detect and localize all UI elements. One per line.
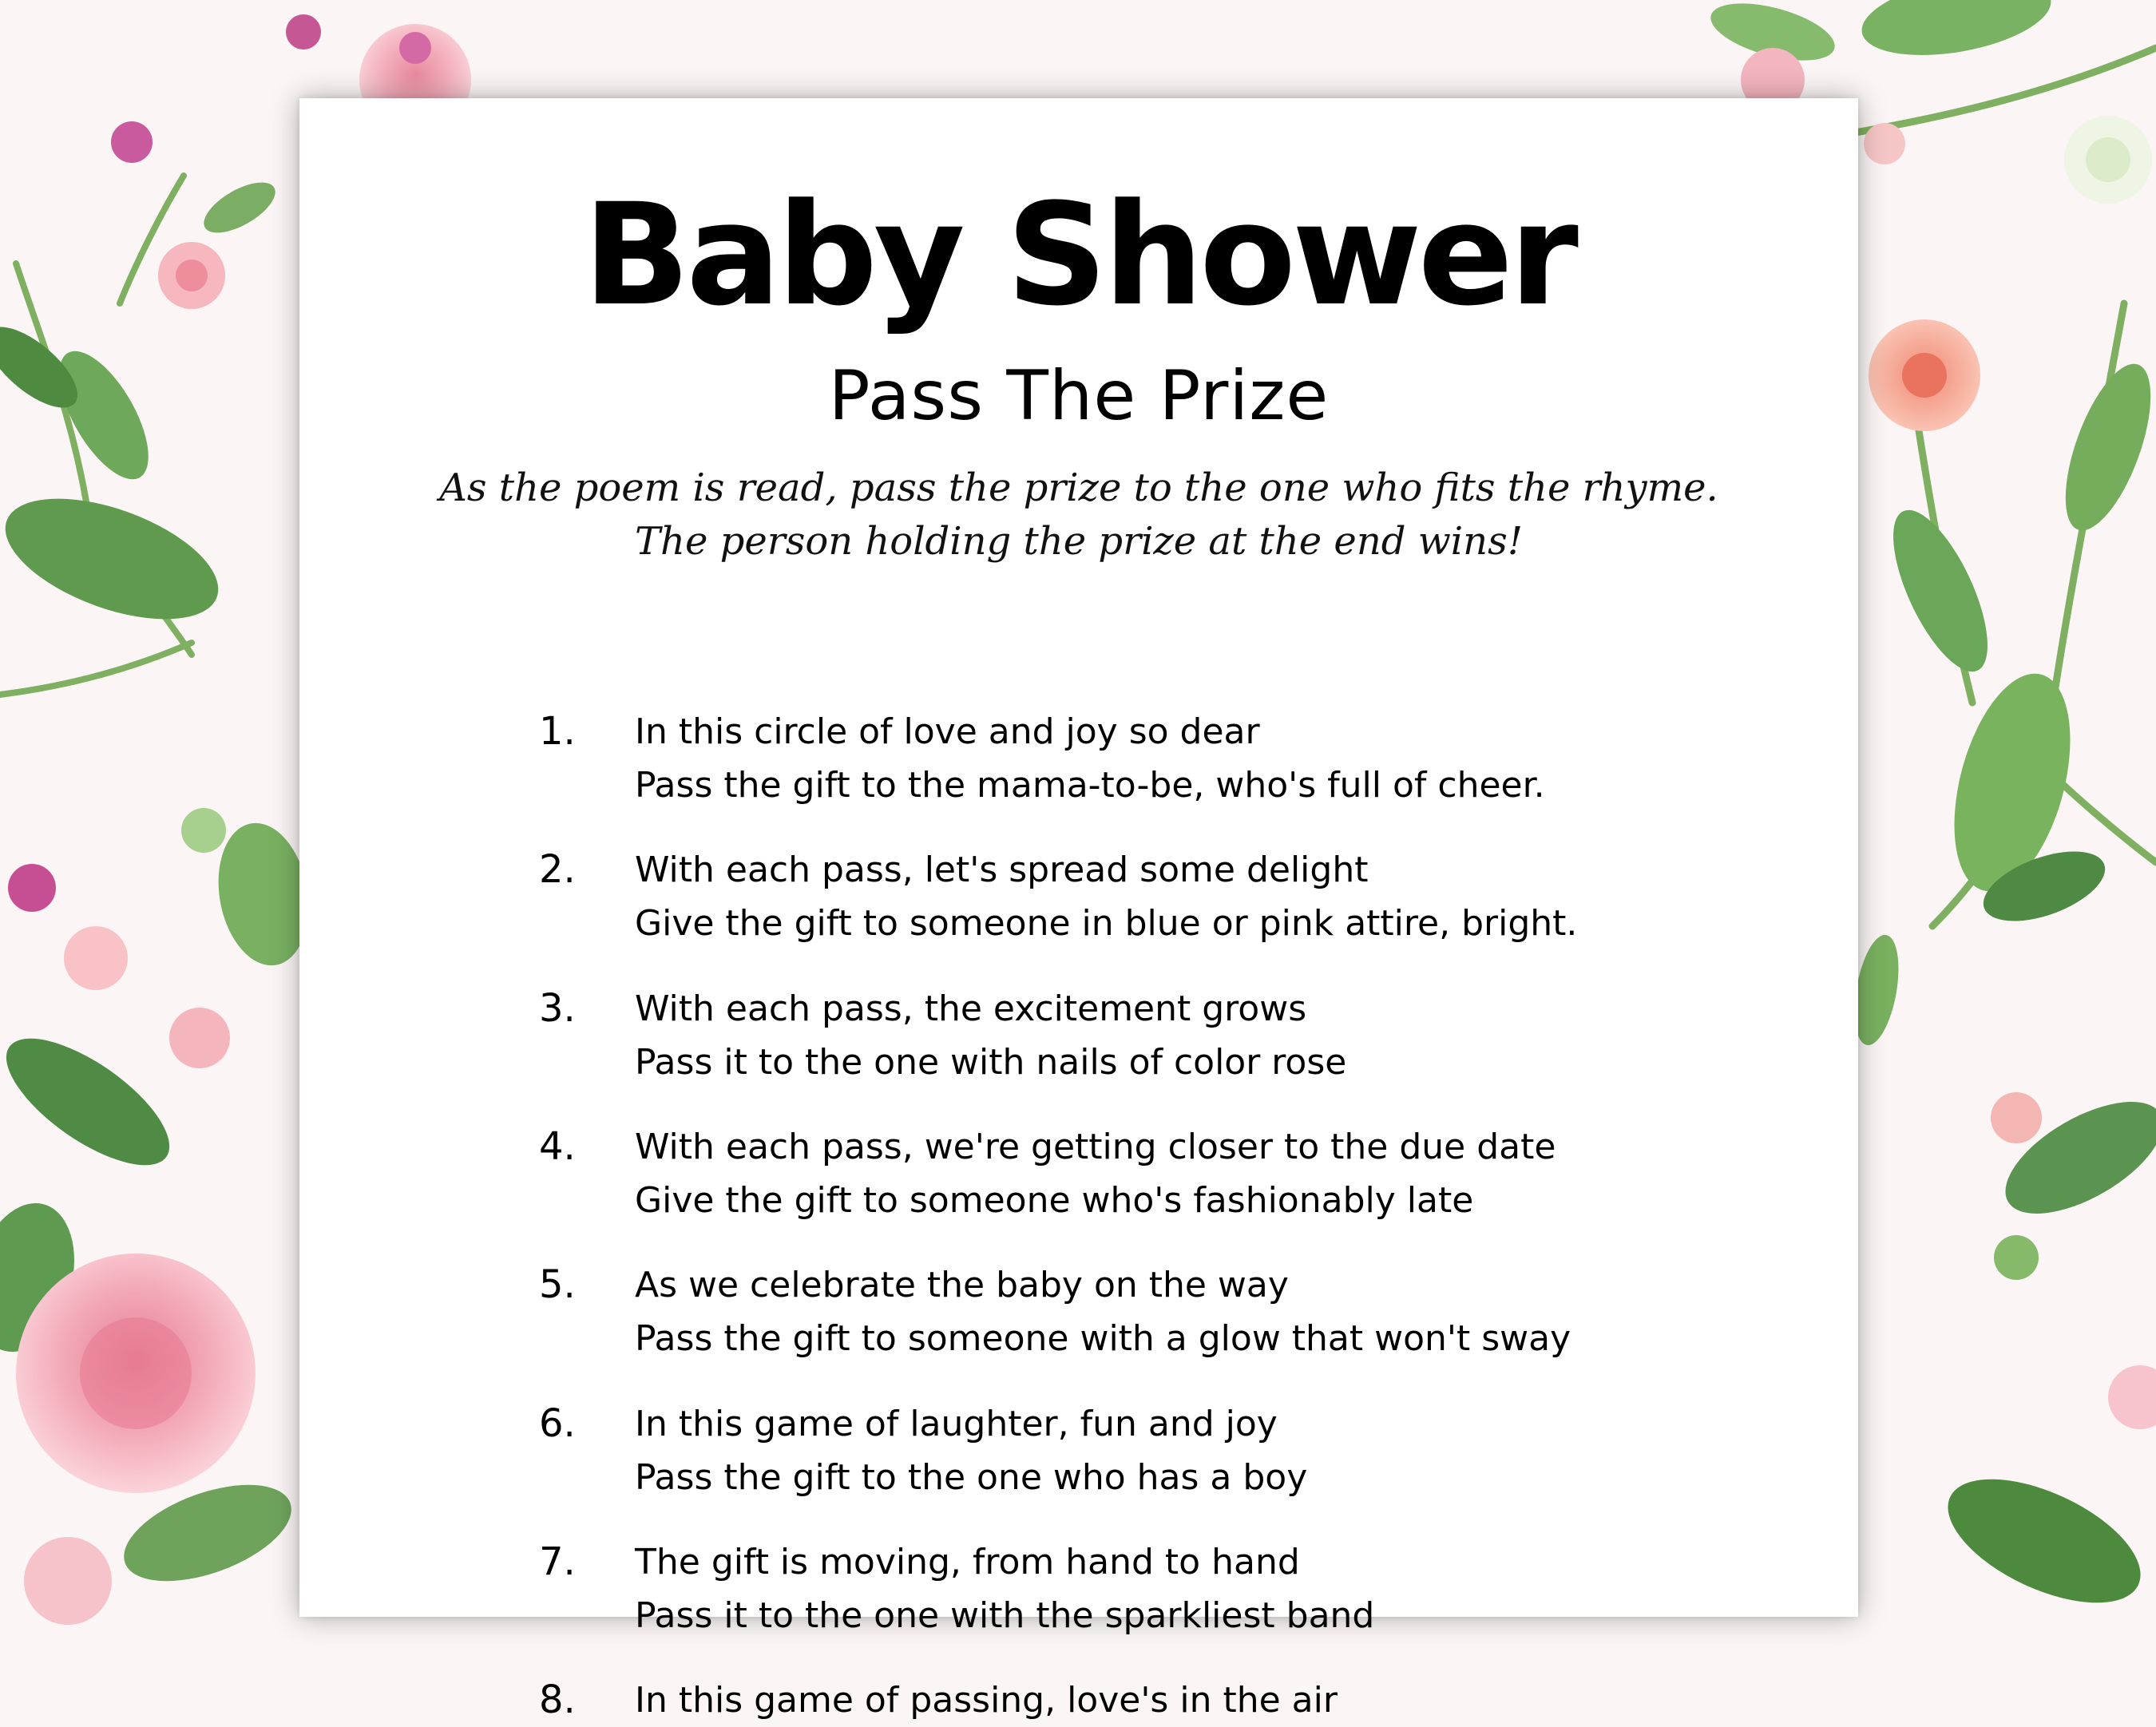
rhyme-line-1: With each pass, the excitement grows bbox=[635, 988, 1307, 1029]
rhyme-line-1: In this circle of love and joy so dear bbox=[635, 711, 1260, 752]
rhyme-number: 6. bbox=[539, 1401, 576, 1446]
rhyme-line-2: Pass it to the one with the sparkliest band bbox=[635, 1595, 1375, 1636]
rhyme-number: 8. bbox=[539, 1677, 576, 1722]
rhyme-line-1: With each pass, we're getting closer to the due date bbox=[635, 1127, 1556, 1167]
rhyme-line-2: Pass the gift to the one who has a boy bbox=[635, 1457, 1308, 1498]
rhyme-line-2: Pass the gift to someone with a glow that won't sway bbox=[635, 1318, 1571, 1359]
page-subtitle: Pass The Prize bbox=[828, 356, 1330, 436]
instructions-line-2: The person holding the prize at the end wins! bbox=[635, 519, 1523, 564]
rhyme-line-1: The gift is moving, from hand to hand bbox=[635, 1542, 1300, 1582]
rhyme-number: 4. bbox=[539, 1124, 576, 1169]
rhyme-number: 5. bbox=[539, 1262, 576, 1307]
rhyme-number: 7. bbox=[539, 1539, 576, 1584]
rhyme-line-2: Pass it to the one with nails of color rose bbox=[635, 1042, 1347, 1083]
rhyme-line-1: In this game of laughter, fun and joy bbox=[635, 1404, 1278, 1444]
instructions-line-1: As the poem is read, pass the prize to the one who fits the rhyme. bbox=[439, 465, 1718, 510]
rhyme-number: 1. bbox=[539, 709, 576, 754]
rhyme-line-1: In this game of passing, love's in the air bbox=[635, 1680, 1338, 1721]
rhyme-line-1: With each pass, let's spread some delight bbox=[635, 850, 1369, 890]
rhyme-line-2: Pass the gift to the mama-to-be, who's full of cheer. bbox=[635, 765, 1545, 806]
rhyme-list bbox=[299, 98, 1858, 1722]
page-title: Baby Shower bbox=[583, 173, 1575, 337]
rhyme-number: 2. bbox=[539, 847, 576, 892]
rhyme-number: 3. bbox=[539, 986, 576, 1031]
rhyme-line-2: Give the gift to someone in blue or pink attire, bright. bbox=[635, 903, 1578, 944]
rhyme-line-2: Give the gift to someone who's fashionably late bbox=[635, 1180, 1474, 1221]
rhyme-line-1: As we celebrate the baby on the way bbox=[635, 1265, 1289, 1305]
printable-sheet bbox=[299, 98, 1858, 1722]
